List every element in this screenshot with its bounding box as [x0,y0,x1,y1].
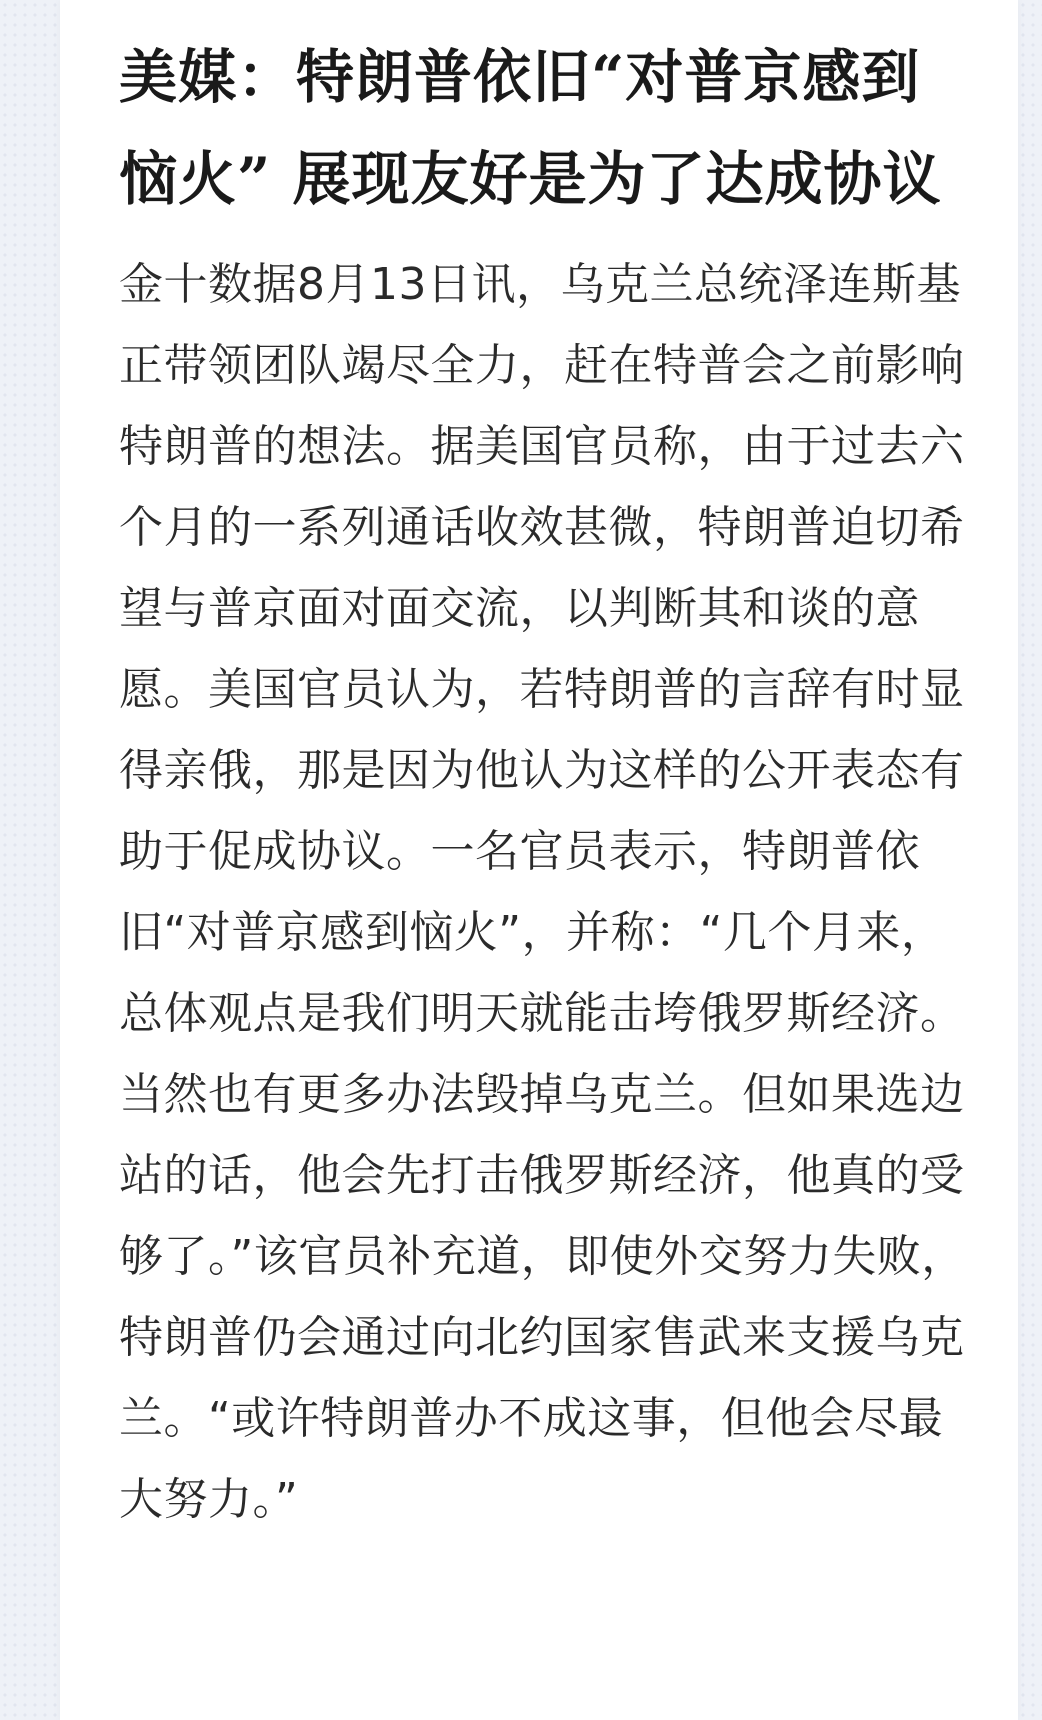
background-pattern-left [0,0,60,1720]
article-body: 金十数据8月13日讯，乌克兰总统泽连斯基正带领团队竭尽全力，赶在特普会之前影响特朗普的想法。据美国官员称，由于过去六个月的一系列通话收效甚微，特朗普迫切希望与普京面对面交流，以判断其和谈的意愿。美国官员认为，若特朗普的言辞有时显得亲俄，那是因为他认为这样的公开表态有助于促成协议。一名官员表示，特朗普依旧“对普京感到恼火”，并称：“几个月来，总体观点是我们明天就能击垮俄罗斯经济。当然也有更多办法毁掉乌克兰。但如果选边站的话，他会先打击俄罗斯经济，他真的受够了。”该官员补充道，即使外交努力失败，特朗普仍会通过向北约国家售武来支援乌克兰。“或许特朗普办不成这事，但他会尽最大努力。” [119,259,966,1525]
article-content [119,26,969,1540]
article-headline: 美媒：特朗普依旧“对普京感到恼火” 展现友好是为了达成协议 [119,43,942,213]
background-pattern-right [1018,0,1042,1720]
article-card [60,0,1018,1720]
